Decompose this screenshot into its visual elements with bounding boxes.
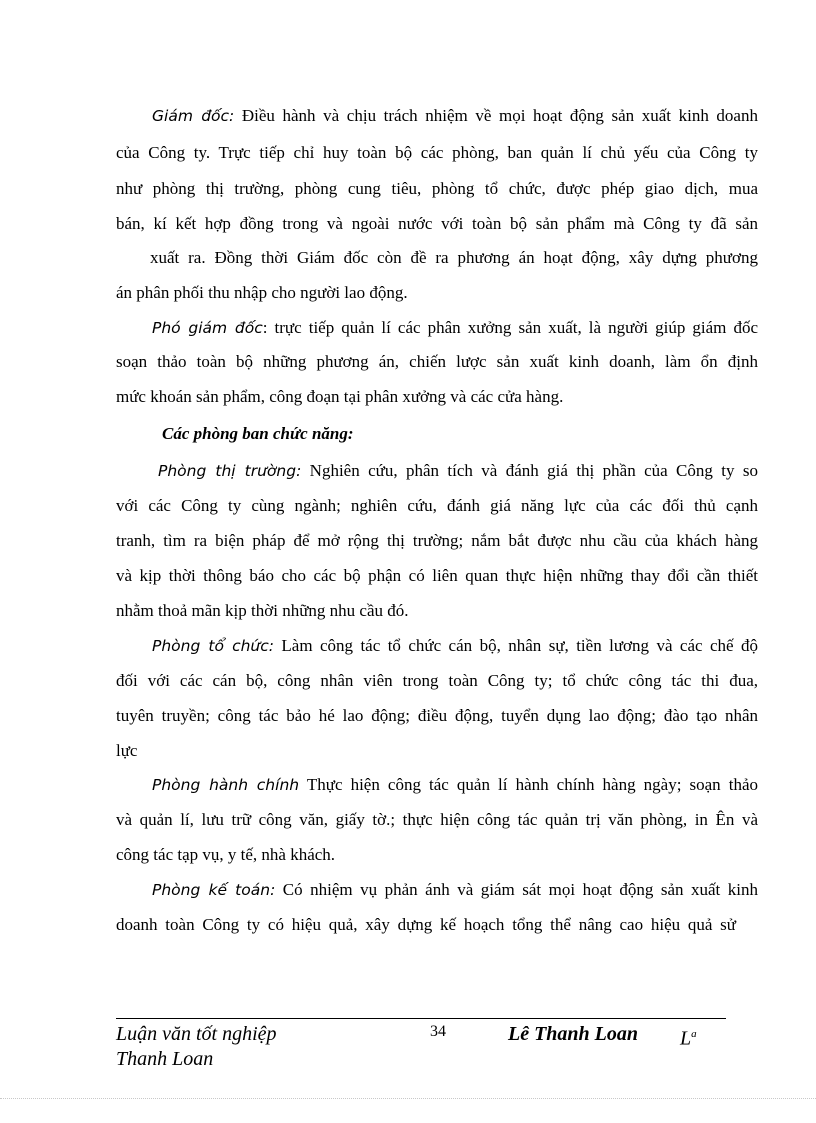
section-heading: Các phòng ban chức năng: <box>162 424 354 443</box>
paragraph-phong-thi-truong-line-1: Phòng thị trường: Nghiên cứu, phân tích và đánh giá thị phần của Công ty so <box>158 461 758 480</box>
paragraph-phong-thi-truong-line-3: tranh, tìm ra biện pháp để mở rộng thị trường; nắm bắt được nhu cầu của khách hàng <box>116 531 758 550</box>
label-phong-to-chuc: Phòng tổ chức: <box>152 637 274 655</box>
footer-title-line-1: Luận văn tốt nghiệp <box>116 1023 277 1045</box>
paragraph-giam-doc-line-5: xuất ra. Đồng thời Giám đốc còn đề ra phương án hoạt động, xây dựng phương <box>150 248 758 267</box>
paragraph-pho-giam-doc-line-3: mức khoán sản phẩm, công đoạn tại phân xưởng và các cửa hàng. <box>116 387 564 406</box>
paragraph-phong-to-chuc-line-3: tuyên truyền; công tác bảo hé lao động; điều động, tuyển dụng lao động; đào tạo nhân <box>116 706 758 725</box>
paragraph-giam-doc-line-4: bán, kí kết hợp đồng trong và ngoài nước với toàn bộ sản phẩm mà Công ty đã sản <box>116 214 758 233</box>
page-bottom-border <box>0 1098 816 1099</box>
paragraph-pho-giam-doc-line-1: Phó giám đốc: trực tiếp quản lí các phân xưởng sản xuất, là người giúp giám đốc <box>152 318 758 337</box>
page-number: 34 <box>430 1023 446 1040</box>
label-giam-doc: Giám đốc: <box>152 107 235 125</box>
paragraph-phong-ke-toan-line-1: Phòng kế toán: Có nhiệm vụ phản ánh và giám sát mọi hoạt động sản xuất kinh <box>152 880 758 899</box>
paragraph-giam-doc-line-1: Giám đốc: Điều hành và chịu trách nhiệm về mọi hoạt động sản xuất kinh doanh <box>152 106 758 125</box>
paragraph-phong-ke-toan-line-2: doanh toàn Công ty có hiệu quả, xây dựng kế hoạch tổng thể nâng cao hiệu quả sử <box>116 915 736 934</box>
paragraph-giam-doc-line-6: án phân phối thu nhập cho người lao động. <box>116 283 408 302</box>
paragraph-phong-thi-truong-line-2: với các Công ty cùng ngành; nghiên cứu, đánh giá năng lực của các đối thủ cạnh <box>116 496 758 515</box>
paragraph-phong-hanh-chinh-line-2: và quản lí, lưu trữ công văn, giấy tờ.; thực hiện công tác quản trị văn phòng, in Ên và <box>116 810 758 829</box>
footer-rule <box>116 1018 726 1019</box>
paragraph-phong-thi-truong-line-4: và kịp thời thông báo cho các bộ phận có liên quan thực hiện những thay đổi cần thiết <box>116 566 758 585</box>
footer-title <box>116 1022 277 1072</box>
paragraph-pho-giam-doc-line-2: soạn thảo toàn bộ những phương án, chiến lược sản xuất kinh doanh, làm ổn định <box>116 352 758 371</box>
paragraph-phong-to-chuc-line-1: Phòng tổ chức: Làm công tác tổ chức cán bộ, nhân sự, tiền lương và các chế độ <box>152 636 758 655</box>
footer-author: Lê Thanh Loan <box>508 1023 639 1045</box>
label-pho-giam-doc: Phó giám đốc <box>152 319 263 337</box>
paragraph-phong-thi-truong-line-5: nhằm thoả mãn kịp thời những nhu cầu đó. <box>116 601 409 620</box>
label-phong-hanh-chinh: Phòng hành chính <box>152 776 300 794</box>
paragraph-giam-doc-line-3: như phòng thị trường, phòng cung tiêu, phòng tổ chức, được phép giao dịch, mua <box>116 179 758 198</box>
footer-title-line-2: Thanh Loan <box>116 1048 214 1070</box>
label-phong-ke-toan: Phòng kế toán: <box>152 881 276 899</box>
paragraph-phong-hanh-chinh-line-3: công tác tạp vụ, y tế, nhà khách. <box>116 845 336 864</box>
paragraph-phong-to-chuc-line-2: đối với các cán bộ, công nhân viên trong toàn Công ty; tổ chức công tác thi đua, <box>116 671 758 690</box>
footer-mark: $L^a$ <box>680 1027 697 1050</box>
paragraph-phong-hanh-chinh-line-1: Phòng hành chính Thực hiện công tác quản lí hành chính hàng ngày; soạn thảo <box>152 775 758 794</box>
label-phong-thi-truong: Phòng thị trường: <box>158 462 302 480</box>
paragraph-giam-doc-line-2: của Công ty. Trực tiếp chỉ huy toàn bộ các phòng, ban quản lí chủ yếu của Công ty <box>116 143 758 162</box>
paragraph-phong-to-chuc-line-4: lực <box>116 741 138 760</box>
